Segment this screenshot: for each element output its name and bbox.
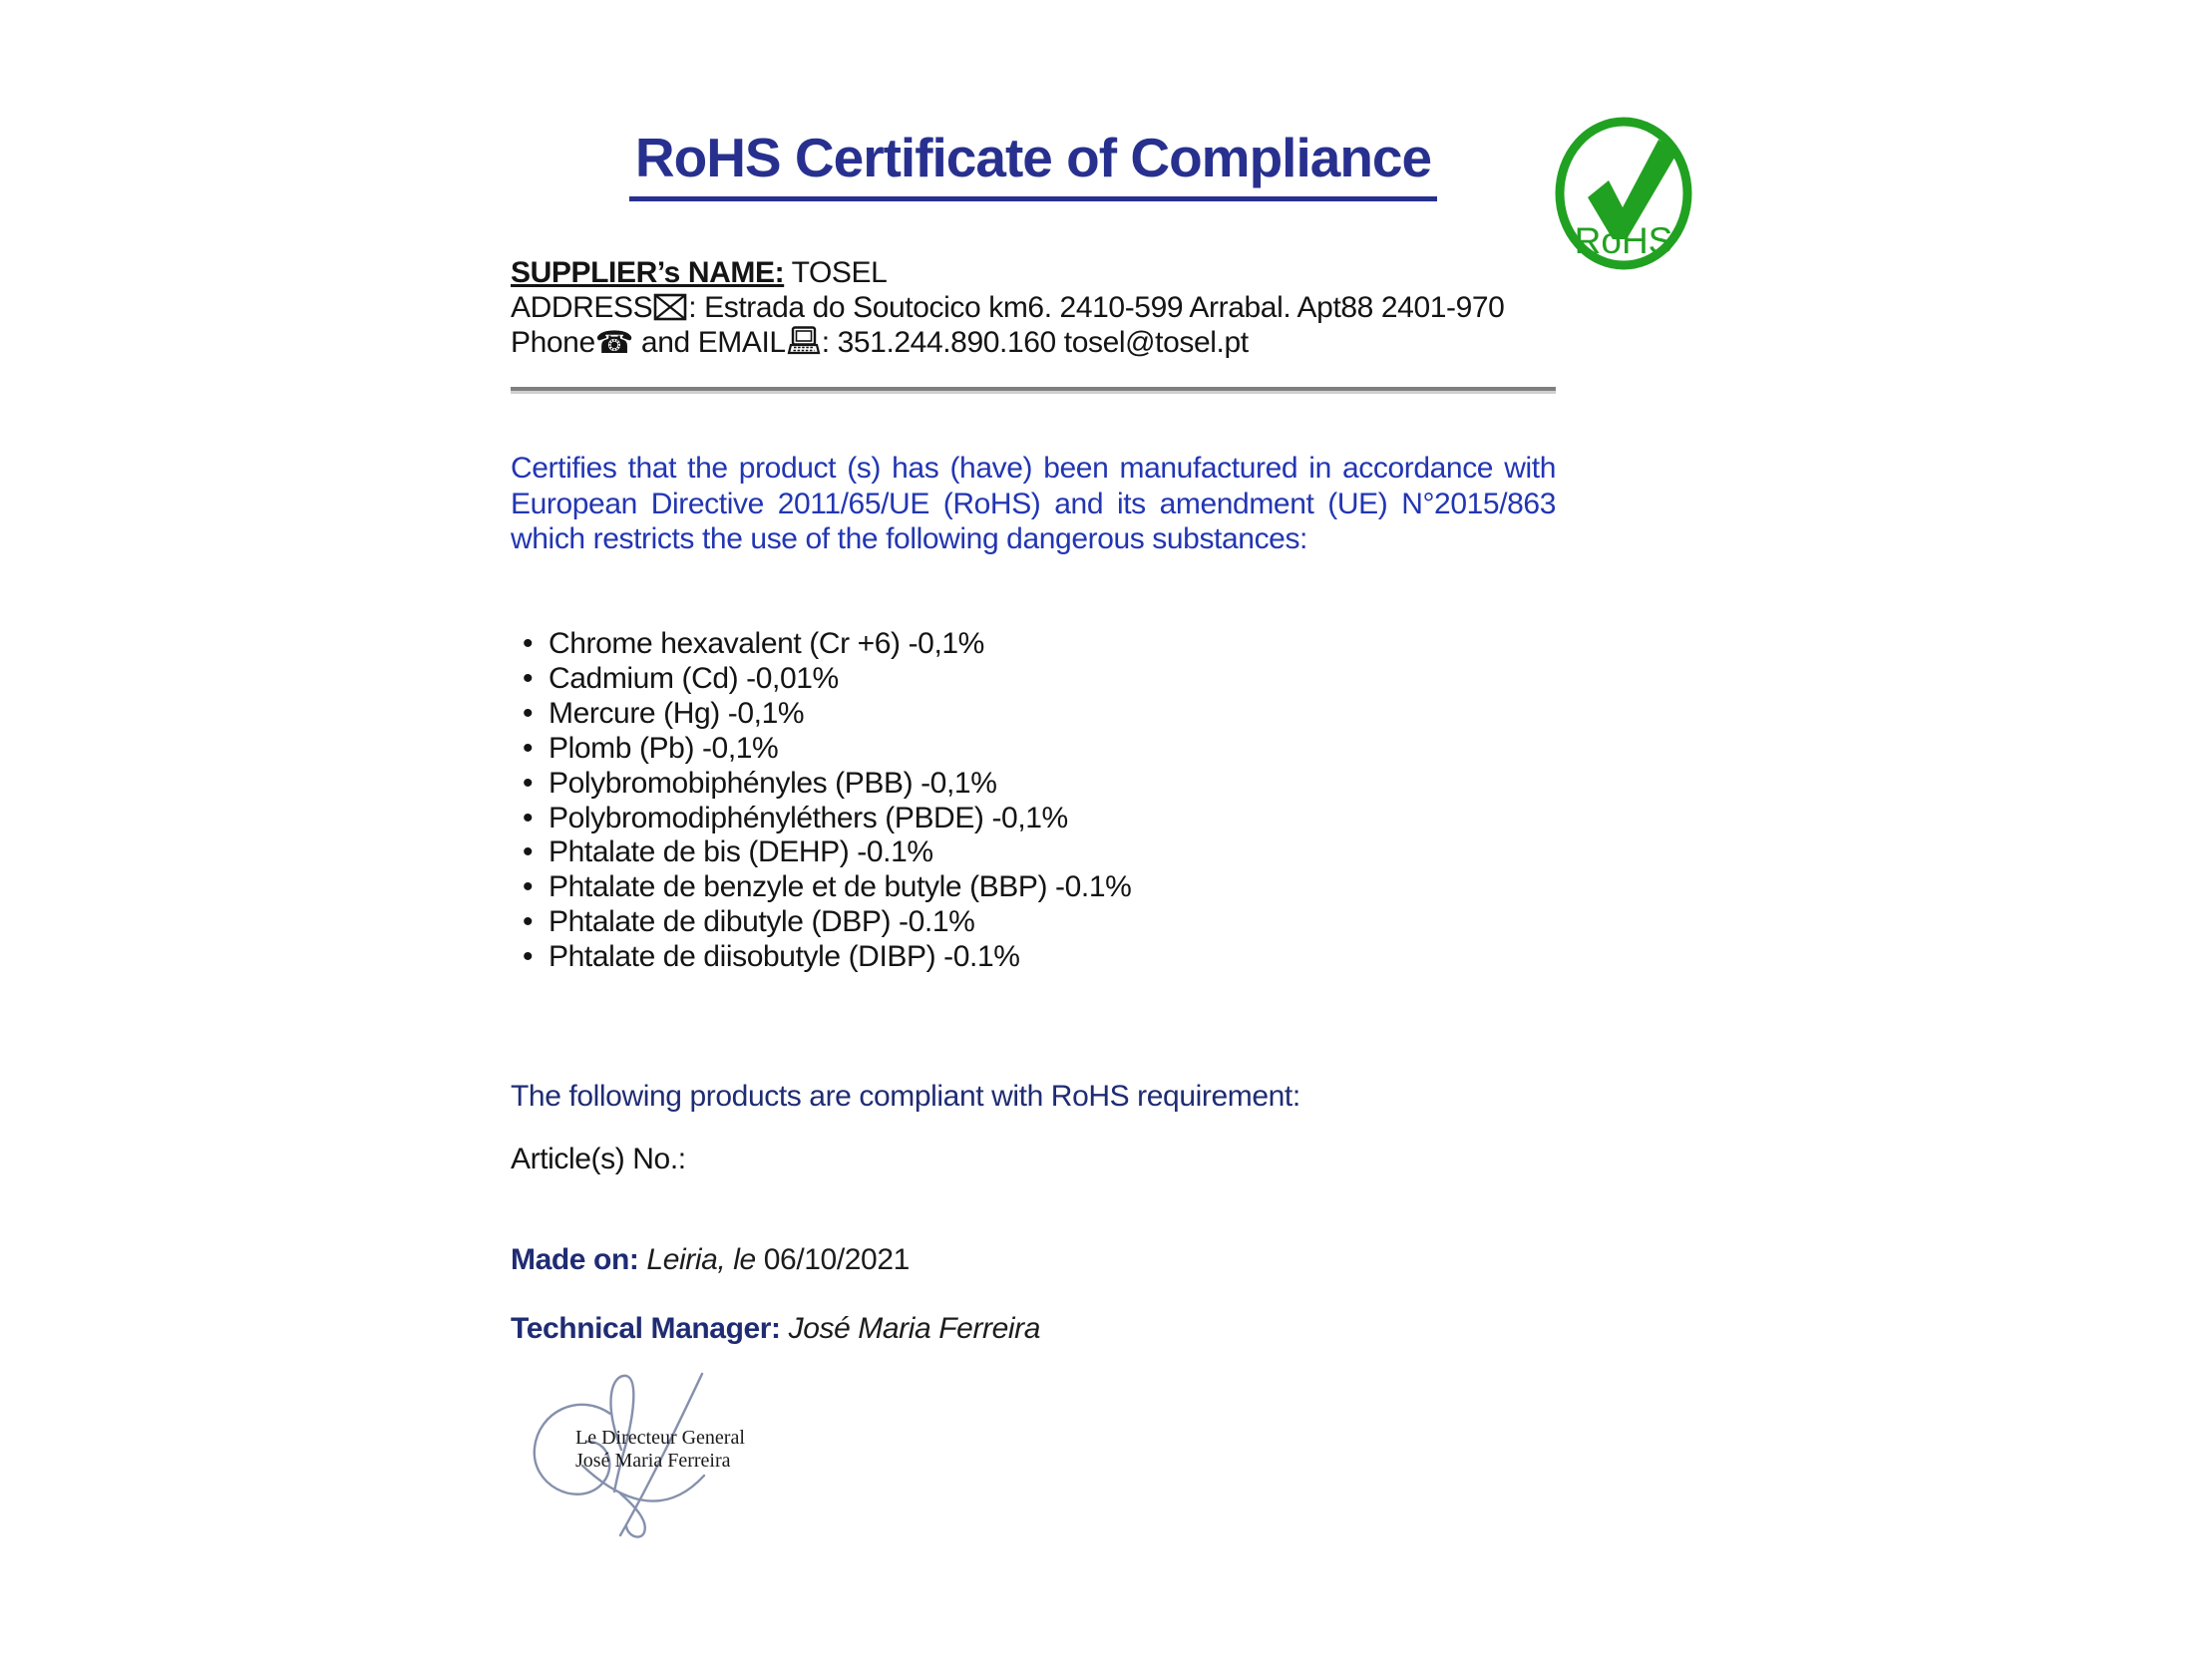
technical-manager-line xyxy=(511,1312,1556,1346)
list-item: • Phtalate de diisobutyle (DIBP) -0.1% xyxy=(523,940,1131,975)
technical-manager-label: Technical Manager: xyxy=(511,1312,781,1345)
signature-text xyxy=(575,1427,745,1473)
supplier-address-line xyxy=(511,290,1556,325)
title-row xyxy=(511,126,1556,201)
contact-value: : 351.244.890.160 tosel@tosel.pt xyxy=(821,326,1249,359)
list-item: • Phtalate de dibutyle (DBP) -0.1% xyxy=(523,905,1131,940)
list-item: • Plomb (Pb) -0,1% xyxy=(523,732,1131,767)
made-on-place: Leiria, le xyxy=(646,1243,756,1276)
supplier-name-label: SUPPLIER’s NAME: xyxy=(511,256,785,289)
section-divider xyxy=(511,387,1556,391)
list-item: • Cadmium (Cd) -0,01% xyxy=(523,662,1131,697)
certification-paragraph: Certifies that the product (s) has (have) been manufactured in accordance with European Directive 2011/65/UE (RoHS) and its amendment (UE) N°2015/863 which restricts the use of the following dangerous substances: xyxy=(511,452,1556,556)
made-on-line xyxy=(511,1243,1556,1277)
telephone-icon: ☎ xyxy=(594,325,633,360)
made-on-label: Made on: xyxy=(511,1243,639,1276)
signature-title: Le Directeur General xyxy=(575,1427,745,1449)
list-item: • Phtalate de bis (DEHP) -0.1% xyxy=(523,835,1131,870)
address-value: : Estrada do Soutocico km6. 2410-599 Arrabal. Apt88 2401-970 xyxy=(688,291,1505,324)
made-on-date: 06/10/2021 xyxy=(763,1243,910,1276)
supplier-contact-line xyxy=(511,325,1556,360)
signature-name: José Maria Ferreira xyxy=(575,1450,731,1472)
article-number-label: Article(s) No.: xyxy=(511,1143,686,1175)
supplier-name-line xyxy=(511,255,1556,290)
supplier-name-value: TOSEL xyxy=(791,256,888,289)
list-item: • Polybromobiphényles (PBB) -0,1% xyxy=(523,767,1131,802)
list-item: • Phtalate de benzyle et de butyle (BBP) -0.1% xyxy=(523,870,1131,905)
phone-label: Phone xyxy=(511,326,595,359)
substances-list xyxy=(523,627,1131,975)
list-item: • Polybromodiphényléthers (PBDE) -0,1% xyxy=(523,802,1131,836)
logo-label: RoHS xyxy=(1574,220,1673,261)
address-label: ADDRESS xyxy=(511,291,653,324)
page-title: RoHS Certificate of Compliance xyxy=(629,126,1437,201)
supplier-block xyxy=(511,255,1556,360)
technical-manager-name: José Maria Ferreira xyxy=(788,1312,1041,1345)
envelope-icon xyxy=(653,293,687,321)
compliance-statement: The following products are compliant with RoHS requirement: xyxy=(511,1080,1300,1113)
rohs-logo xyxy=(1552,114,1697,275)
computer-icon xyxy=(787,326,821,356)
list-item: • Chrome hexavalent (Cr +6) -0,1% xyxy=(523,627,1131,662)
list-item: • Mercure (Hg) -0,1% xyxy=(523,697,1131,732)
and-email-label: and EMAIL xyxy=(632,326,786,359)
